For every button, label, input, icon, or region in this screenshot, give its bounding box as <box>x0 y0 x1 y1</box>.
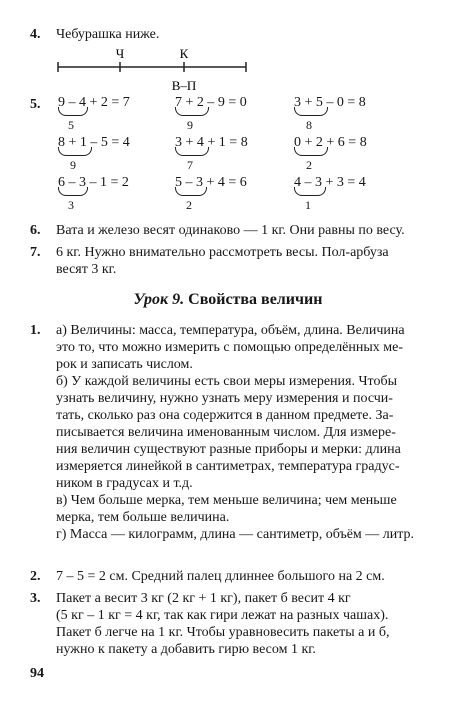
task-number: 5. <box>30 97 41 112</box>
equation: 9 – 4 + 2 = 7 <box>58 95 130 110</box>
equation-grid <box>58 95 418 215</box>
equation: 5 – 3 + 4 = 6 <box>175 175 247 190</box>
partial-result: 2 <box>306 158 312 172</box>
equation: 3 + 4 + 1 = 8 <box>175 135 248 150</box>
underbrace <box>175 187 207 196</box>
partial-result: 1 <box>305 198 311 212</box>
task-number: 2. <box>30 569 41 584</box>
equation: 6 – 3 – 1 = 2 <box>58 175 129 190</box>
task-text: Чебурашка ниже. <box>56 27 160 42</box>
underbrace <box>58 147 92 156</box>
label-k: К <box>179 46 189 61</box>
underbrace <box>294 147 328 156</box>
partial-result: 7 <box>187 158 193 172</box>
equation: 7 + 2 – 9 = 0 <box>175 95 247 110</box>
equation: 8 + 1 – 5 = 4 <box>58 135 130 150</box>
task-number: 6. <box>30 223 41 238</box>
task-text: а) Величины: масса, температура, объём, длина. Величина это то, что можно измерить с помощью определённых ме- рок и записать числом. б) У каждой величины есть свои меры измерения. Чтобы узнать величину, нужно узнать меру измерения и посчи- тать, сколько раз она содержится в данном предмете. За- писывается величина именованным числом. Для измере- ния величин существуют разные приборы и мерки: длина измеряется линейкой в сантиметрах, температура градус- ником в градусах и т.д. в) Чем больше мерка, тем меньше величина; чем меньше мерка, тем больше величина. г) Масса — килограмм, длина — сантиметр, объём — литр. <box>56 323 415 542</box>
partial-result: 5 <box>68 118 74 132</box>
task-number: 7. <box>30 245 41 260</box>
task-number: 1. <box>30 323 41 338</box>
task-number: 4. <box>30 27 41 42</box>
label-ch: Ч <box>115 46 125 61</box>
task-text: 7 – 5 = 2 см. Средний палец длиннее большого на 2 см. <box>56 569 385 584</box>
lesson-title: Урок 9. Свойства величин <box>133 291 323 308</box>
label-vp: В–П <box>171 78 197 93</box>
underbrace <box>175 107 209 116</box>
partial-result: 9 <box>187 118 193 132</box>
equation: 0 + 2 + 6 = 8 <box>294 135 367 150</box>
task-text: Вата и железо весят одинаково — 1 кг. Они равны по весу. <box>56 223 405 238</box>
underbrace <box>294 107 328 116</box>
task-text: Пакет а весит 3 кг (2 кг + 1 кг), пакет б весит 4 кг (5 кг – 1 кг = 4 кг, так как гири лежат на разных чашах). Пакет б легче на 1 кг. Чтобы уравновесить пакеты а и б, нужно к пакету а добавить гирю весом 1 кг. <box>56 591 390 657</box>
equation: 3 + 5 – 0 = 8 <box>294 95 366 110</box>
segment-diagram <box>0 0 456 100</box>
partial-result: 3 <box>68 198 74 212</box>
underbrace <box>58 187 88 196</box>
partial-result: 2 <box>186 198 192 212</box>
partial-result: 9 <box>70 158 76 172</box>
underbrace <box>294 187 326 196</box>
underbrace <box>58 107 88 116</box>
equation: 4 – 3 + 3 = 4 <box>294 175 366 190</box>
task-text: 6 кг. Нужно внимательно рассмотреть весы. Пол-арбуза весят 3 кг. <box>56 245 389 277</box>
partial-result: 8 <box>306 118 312 132</box>
page-number: 94 <box>30 666 44 681</box>
task-number: 3. <box>30 591 41 606</box>
underbrace <box>175 147 209 156</box>
